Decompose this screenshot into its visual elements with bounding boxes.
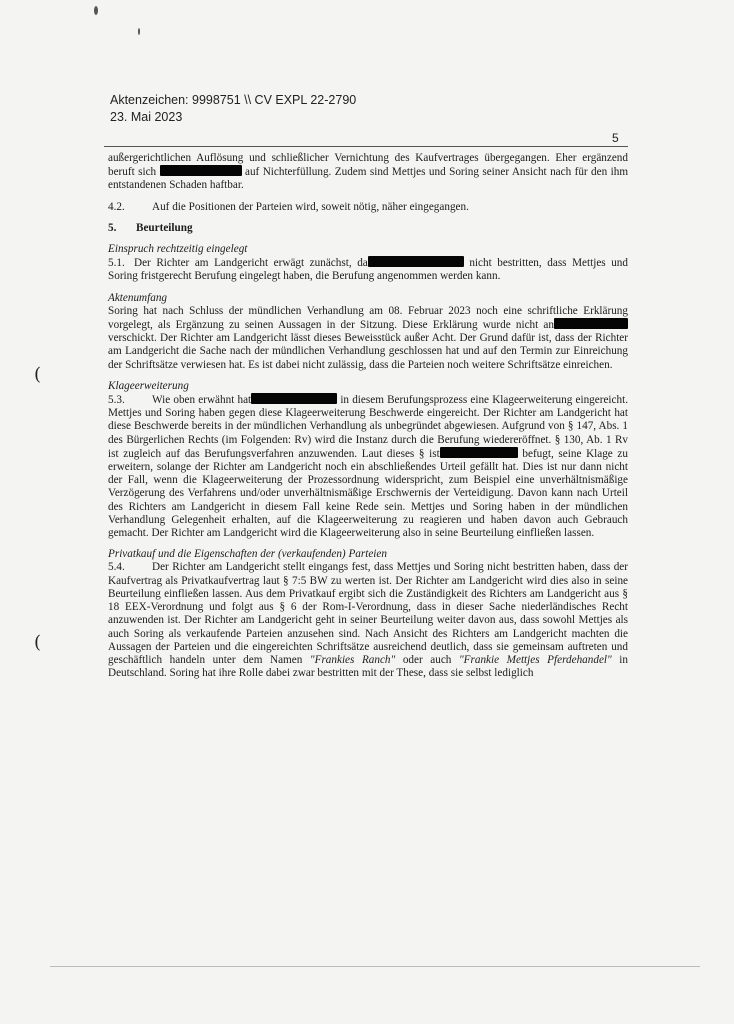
redaction-bar	[440, 447, 518, 458]
paragraph-number: 5.4.	[108, 561, 125, 574]
paragraph-5-3: 5.3. Wie oben erwähnt hat in diesem Berufungsprozess eine Klageerweiterung eingereicht. Mettjes und Soring haben gegen diese Klageerweiterung Beschwerde eingereicht. Der Richter am Landgericht hat diese Beschwerde bereits in der mündlichen Verhandlung als unbegründet abgewiesen. Aufgrund von § 147, Abs. 1 des Bürgerlichen Rechts (im Folgenden: Rv) wird die Instanz durch die Berufung wiedereröffnet. § 130, Ab. 1 Rv ist zugleich auf das Berufungsverfahren anzuwenden. Laut dieses § ist befugt, seine Klage zu erweitern, solange der Richter am Landgericht noch ein abschließendes Urteil gefällt hat. Dies ist nur dann nicht der Fall, wenn die Klageerweiterung der Prozessordnung widerspricht, zum Beispiel eine unverhältnismäßige Verzögerung des Verfahrens und/oder unverhältnismäßige Erschwernis der Verteidigung. Davon kann nach Urteil des Richters am Landgericht in diesem Fall keine Rede sein. Mettjes und Soring haben in der mündlichen Verhandlung Gelegenheit erhalten, auf die Klageerweiterung zu reagieren und haben davon auch Gebrauch gemacht. Der Richter am Landgericht wird die Klageerweiterung also in seine Beurteilung einfließen lassen.	[108, 394, 628, 540]
redaction-bar	[554, 318, 628, 329]
business-name-2: "Frankie Mettjes Pferdehandel"	[458, 653, 612, 666]
file-reference: Aktenzeichen: 9998751 \\ CV EXPL 22-2790	[110, 93, 357, 107]
paragraph-4-2: 4.2. Auf die Positionen der Parteien wird, soweit nötig, näher eingegangen.	[108, 200, 469, 213]
document-body	[108, 152, 628, 688]
section-heading: 5. Beurteilung	[108, 221, 193, 234]
margin-hole-mark: (	[34, 632, 42, 653]
paragraph-number: 4.2.	[108, 200, 125, 213]
page-number: 5	[612, 131, 619, 145]
scan-speck	[138, 28, 140, 35]
subheading-aktenumfang: Aktenumfang	[108, 291, 168, 304]
margin-hole-mark: (	[34, 364, 42, 385]
scan-edge-line	[50, 966, 700, 967]
scan-speck	[94, 6, 98, 15]
subheading-privatkauf: Privatkauf und die Eigenschaften der (verkaufenden) Parteien	[108, 548, 387, 561]
document-date: 23. Mai 2023	[110, 110, 183, 124]
redaction-bar	[251, 393, 337, 404]
paragraph-aktenumfang: Soring hat nach Schluss der mündlichen Verhandlung am 08. Februar 2023 noch eine schriftliche Erklärung vorgelegt, als Ergänzung zu seinen Aussagen in der Sitzung. Diese Erklärung wurde nicht an verschickt. Der Richter am Landgericht lässt dieses Beweisstück außer Acht. Der Grund dafür ist, dass der Richter am Landgericht die Sache nach der mündlichen Verhandlung geschlossen hat und auf den Termin zur Einreichung der Schriftsätze verwiesen hat. Es ist dabei nicht zulässig, dass die Parteien noch weitere Schriftsätze einreichen.	[108, 304, 628, 371]
paragraph-intro: außergerichtlichen Auflösung und schließlicher Vernichtung des Kaufvertrages übergegangen. Eher ergänzend beruft sich auf Nichterfüllung. Zudem sind Mettjes und Soring seiner Ansicht nach für den ihm entstandenen Schaden haftbar.	[108, 152, 629, 192]
document-header	[110, 92, 356, 126]
redaction-bar	[160, 165, 242, 176]
subheading-klageerweiterung: Klageerweiterung	[108, 379, 189, 392]
paragraph-number: 5.3.	[108, 394, 125, 407]
paragraph-number: 5.1.	[108, 257, 125, 270]
paragraph-5-1: 5.1. Der Richter am Landgericht erwägt zunächst, da nicht bestritten, dass Mettjes und Soring fristgerecht Berufung eingelegt haben, die Berufung angenommen werden kann.	[108, 257, 628, 283]
header-divider	[104, 146, 628, 147]
paragraph-5-4: 5.4. Der Richter am Landgericht stellt eingangs fest, dass Mettjes und Soring nicht bestritten haben, dass der Kaufvertrag als Privatkaufvertrag laut § 7:5 BW zu werten ist. Der Richter am Landgericht wird dies also in seine Beurteilung einfließen lassen. Aus dem Privatkauf ergibt sich die Zuständigkeit des Richters am Landgericht aus § 18 EEX-Verordnung und folgt aus § 6 der Rom-I-Verordnung, dass in dieser Sache niederländisches Recht anzuwenden ist. Der Richter am Landgericht geht in seiner Beurteilung weiter davon aus, dass sowohl Mettjes als auch Soring als verkaufende Parteien anzusehen sind. Nach Ansicht des Richters am Landgericht machten die Aussagen der Parteien und die eingereichten Schriftsätze ausreichend deutlich, dass sie gemeinsam auftreten und geschäftlich handeln unter dem Namen "Frankies Ranch" oder auch "Frankie Mettjes Pferdehandel" in Deutschland. Soring hat ihre Rolle dabei zwar bestritten mit der These, dass sie selbst lediglich	[108, 561, 628, 680]
business-name-1: "Frankies Ranch"	[309, 653, 396, 666]
redaction-bar	[368, 256, 464, 267]
subheading-einspruch: Einspruch rechtzeitig eingelegt	[108, 243, 248, 256]
